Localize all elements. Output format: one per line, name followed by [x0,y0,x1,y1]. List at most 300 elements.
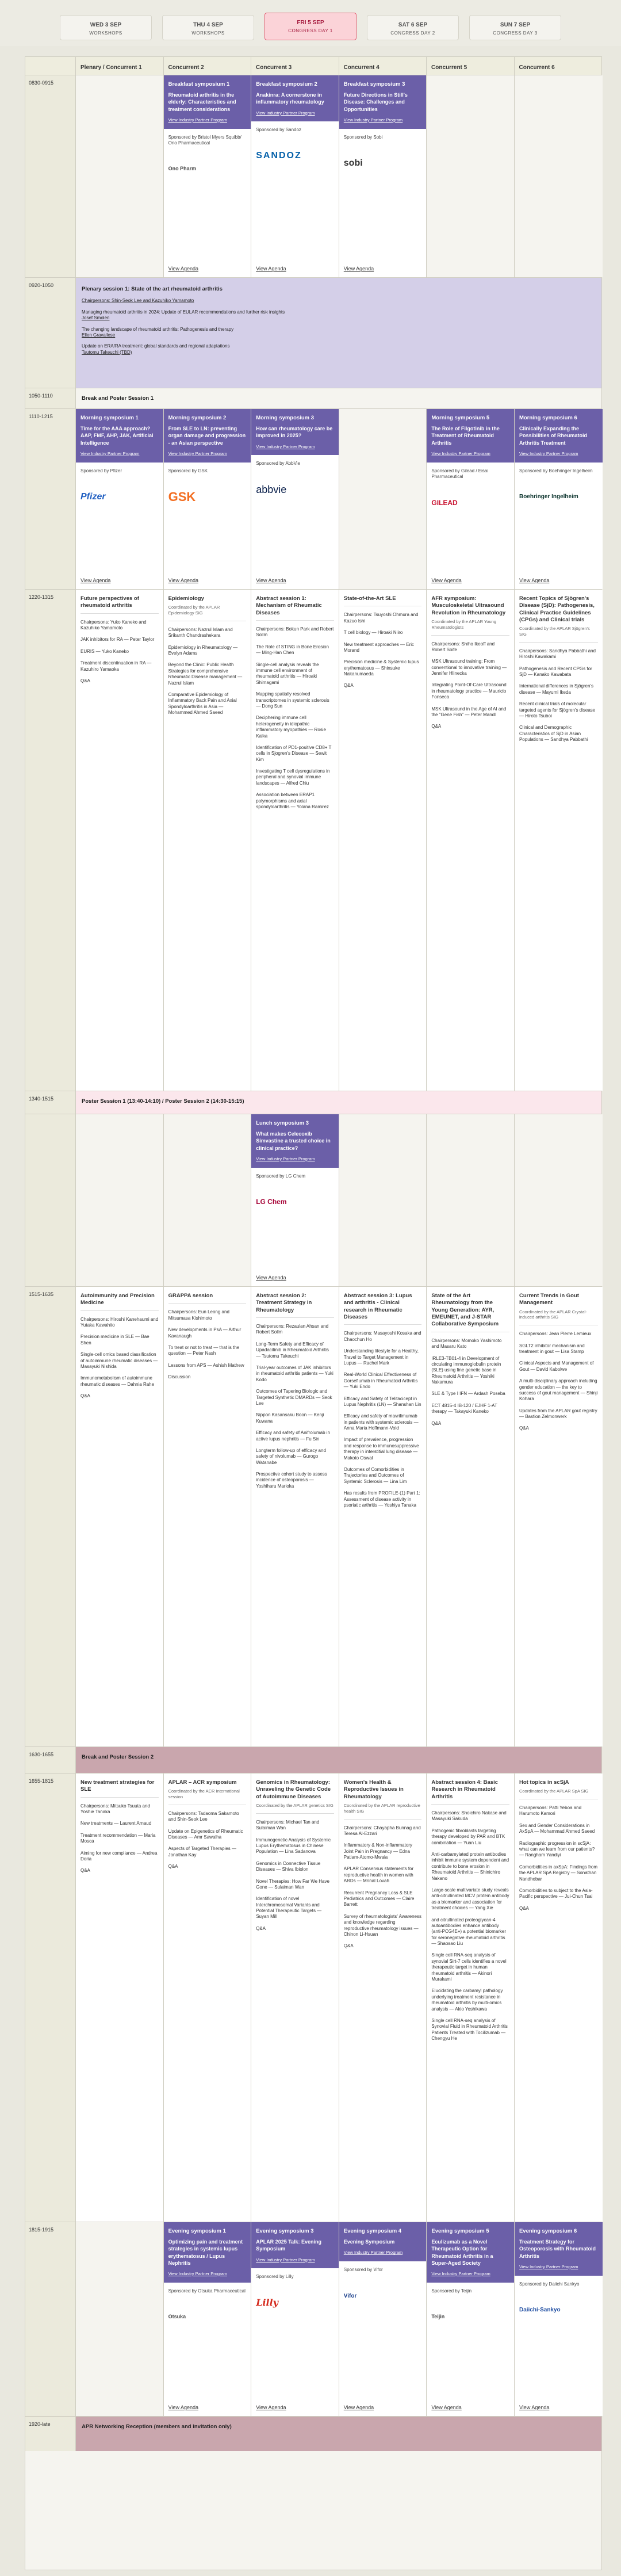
column-header: Concurrent 4 [339,57,427,75]
industry-program-link[interactable]: View Industry Partner Program [80,450,140,456]
sponsor-text: Sponsored by Otsuka Pharmaceutical [168,2288,246,2294]
talk-item: Epidemiology in Rheumatology — Evelyn Adams [168,644,238,656]
plenary-talk: The changing landscape of rheumatoid arthritis: Pathogenesis and therapy [82,326,234,332]
talk-item: Outcomes of Tapering Biologic and Targeted Synthetic DMARDs — Seok Lee [256,1389,332,1406]
session-chairs: Chairpersons: Hiroshi Kanehaumi and Yutaka Kawahito [80,1316,159,1328]
sponsor-text: Sponsored by LG Chem [256,1173,306,1179]
sponsor-logo: SANDOZ [256,151,302,161]
row-evening [25,2222,601,2417]
session-title: State of the Art Rheumatology from the Young Generation: AYR, EMEUNET, and J-STAR Collaborative Symposium [431,1293,499,1328]
view-agenda-link[interactable]: View Agenda [256,266,286,272]
symposium-header[interactable] [339,2222,427,2261]
view-agenda-link[interactable]: View Agenda [343,266,374,272]
talk-item: The Role of STING in Bone Erosion — Ming-Han Chen [256,644,329,656]
session-title: Future perspectives of rheumatoid arthritis [80,595,139,609]
row-break [25,388,601,409]
talk-item: Pathogenesis and Recent CPGs for SjD — Kanako Kawabata [519,666,592,678]
session-cell[interactable] [339,1774,427,2222]
session-cell[interactable] [251,590,339,1091]
industry-program-link[interactable]: View Industry Partner Program [343,2250,403,2256]
session-title: Abstract session 1: Mechanism of Rheumatic Diseases [256,595,322,616]
talk-item: Efficacy and Safety of Telitacicept in Lupus Nephritis (LN) — Shanshan Lin [343,1396,421,1407]
symposium-title: Future Directions in Still's Disease: Challenges and Opportunities [343,92,408,112]
session-subtitle: Coordinated by the APLAR Sjögren's SIG [519,626,590,637]
talk-item: ECT 4815-4 IB-120 / EJHF 1-AT therapy — Takayuki Kaneko [431,1402,497,1415]
breakfast-cell[interactable] [339,75,427,277]
talk-item: Real-World Clinical Effectiveness of Gorsefiumab in Rheumatoid Arthritis — Yuki Endo [343,1372,418,1390]
talk-item: Has results from PROFILE-(1) Part 1: Assessment of disease activity in psoriatic arthritis — Yoshiya Tanaka [343,1490,420,1508]
row-plenary [25,278,601,388]
talk-item: Nippon Kasansaku Boon — Kenji Kuwana [256,1412,324,1424]
symposium-header[interactable] [427,2222,514,2283]
divider [80,613,159,614]
day-tab-label: WED 3 SEP [90,22,122,28]
talk-item: Integrating Point-Of-Care Ultrasound in rheumatology practice — Mauricio Fonseca [431,682,507,700]
industry-program-link[interactable]: View Industry Partner Program [519,2264,578,2269]
plenary-talk: Managing rheumatoid arthritis in 2024: Update of EULAR recommendations and further risk insights [82,309,285,315]
day-tab-label: THU 4 SEP [193,22,223,28]
industry-program-link[interactable]: View Industry Partner Program [256,110,315,116]
symposium-title: APLAR 2025 Talk: Evening Symposium [256,2239,322,2252]
day-tab-sub: WORKSHOPS [89,30,122,36]
symposium-header[interactable] [427,409,514,463]
column-header: Concurrent 6 [519,64,555,71]
sponsor-logo: abbvie [256,484,287,496]
symposium-title: What makes Celecoxib Simvastine a trusted choice in clinical practice? [256,1131,331,1151]
talk-item: Sex and Gender Considerations in AxSpA — Mohammad Ahmed Saeed [519,1822,595,1834]
talk-item: Recent clinical trials of molecular targeted agents for Sjögren's disease — Hiroto Tsuboi [519,701,596,718]
grid-header [25,57,601,75]
sponsor-text: Sponsored by Vifor [343,2267,383,2273]
session-title: Hot topics in scSjA [519,1779,569,1786]
plenary-title: Plenary session 1: State of the art rheumatoid arthritis [82,286,223,292]
session-cell[interactable] [515,590,603,1091]
talk-item: Efficacy and safety of Anifrolumab in active lupus nephritis — Fu Sin [256,1430,330,1442]
reception-label: APR Networking Reception (members and invitation only) [76,2417,601,2451]
sponsor-logo: Lilly [256,2297,278,2309]
talk-item: Single-cell omics based classification of autoimmune rheumatic diseases — Masayuki Nishida [80,1352,158,1370]
poster-label: Poster Session 1 (13:40-14:10) / Poster Session 2 (14:30-15:15) [76,1091,601,1114]
session-chairs: Chairpersons: Nazrul Islam and Srikanth Chandrashekara [168,626,233,639]
talk-item: Survey of rheumatologists' Awareness and knowledge regarding reproductive rheumatology issues — Chinon Li-Hsuan [343,1913,422,1937]
talk-item: International differences in Sjögren's disease — Mayumi Ikeda [519,683,593,695]
talk-item: Treatment recommendation — Maria Mosca [80,1832,156,1844]
time-label: 1815-1915 [25,2222,76,2416]
talk-item: Q&A [80,678,90,684]
session-chairs: Chairpersons: Masayoshi Kosaka and Chaochun Ho [343,1331,421,1342]
sponsor-logo: LG Chem [256,1198,287,1206]
time-label: 1630-1655 [25,1747,76,1773]
view-agenda-link[interactable]: View Agenda [80,578,111,584]
session-chairs: Chairpersons: Yuko Kaneko and Kazuhiko Yamamoto [80,619,147,631]
symposium-title: Evening Symposium [343,2239,395,2245]
industry-program-link[interactable]: View Industry Partner Program [168,2271,227,2276]
empty-cell [515,75,603,277]
sponsor-logo: Boehringer Ingelheim [519,494,578,500]
view-agenda-link[interactable]: View Agenda [168,2405,198,2411]
talk-item: Precision medicine in SLE — Bae Shen [80,1334,150,1346]
symposium-title: The Role of Filgotinib in the Treatment of Rheumatoid Arthritis [431,426,500,446]
symposium-label: Evening symposium 1 [168,2228,226,2234]
row-lunch [25,1114,601,1287]
session-cell[interactable] [164,1287,252,1746]
talk-item: Longterm follow-up of efficacy and safety of nivolumab — Gurogo Watanabe [256,1447,326,1465]
breakfast-cell[interactable] [164,75,252,277]
talk-item: A multi-disciplinary approach including gender education — the key to success of gout management — Shinji Kohara [519,1378,598,1402]
talk-item: New developments in PsA — Arthur Kavanaugh [168,1327,241,1339]
divider [344,1324,422,1325]
talk-item: Impact of prevalence, progression and response to immunosuppressive therapy in interstitial lung disease — Makoto Oswal [343,1437,419,1461]
symposium-title: From SLE to LN: preventing organ damage and progression - an Asian perspective [168,426,246,446]
talk-item: IRLE3-TB01-4 in Development of circulating immunoglobulin protein (SLE) using fine genetic base in Rheumatoid Arthritis — Yoshiki Nakamura [431,1355,501,1385]
session-title: Epidemiology [168,595,204,602]
session-subtitle: Coordinated by the APLAR genetics SIG [256,1803,334,1809]
session-cell[interactable] [427,1774,515,2222]
sponsor-text: Sponsored by Bristol Myers Squibb/ Ono Pharmaceutical [168,134,241,146]
talk-item: Identification of novel Interchromosomal Variants and Potential Therapeutic Targets — Suyan Mill [256,1896,322,1920]
session-subtitle: Coordinated by the ACR International session [168,1788,240,1800]
session-title: State-of-the-Art SLE [343,595,396,602]
talk-item: Update on Epigenetics of Rheumatic Diseases — Amr Sawalha [168,1828,243,1840]
symposium-title: Time for the AAA approach? AAP, FMF, AHP, JAK, Artificial Intelligence [80,426,154,446]
talk-item: Understanding lifestyle for a Healthy, Travel to Target Management in Lupus — Rachel Mark [343,1348,419,1366]
session-title: New treatment strategies for SLE [80,1779,155,1793]
day-tab-label: SAT 6 SEP [398,22,428,28]
day-tab-label: SUN 7 SEP [500,22,531,28]
row-sessions-3 [25,1774,601,2222]
column-header: Plenary / Concurrent 1 [76,57,164,75]
divider [431,1804,509,1805]
symposium-cell[interactable] [251,409,339,589]
symposium-cell[interactable] [164,409,252,589]
empty-cell [515,1114,603,1286]
talk-item: and citrullinated proteoglycan-4 autoantibodies enhance antibody (anti-PCG4E+) a potential biomarker for seronegative rheumatoid arthritis — Shaosao Liu [431,1917,506,1947]
symposium-title: Treatment Strategy for Osteoporosis with Rheumatoid Arthritis [519,2239,596,2259]
talk-item: Pathogenic fibroblasts targeting therapy developed by PAR and BTK combination — Yuan Liu [431,1828,505,1845]
industry-program-link[interactable]: View Industry Partner Program [256,2257,315,2262]
program-grid [25,56,602,2570]
symposium-header[interactable] [251,75,339,121]
talk-item: To treat or not to treat — that is the question — Peter Nash [168,1344,240,1356]
talk-item: Novel Therapies: How Far We Have Gone — Sulaiman Wan [256,1878,329,1890]
session-cell[interactable] [76,1287,164,1746]
empty-cell [339,1114,427,1286]
industry-program-link[interactable]: View Industry Partner Program [431,2271,490,2276]
day-tab-sub: CONGRESS DAY 3 [493,30,538,36]
day-tab[interactable] [367,15,459,40]
session-chairs: Chairpersons: Chayapha Bunnag and Teresa Al-Ezzari [343,1825,421,1836]
sponsor-text: Sponsored by Lilly [256,2274,294,2280]
talk-item: Precision medicine & Systemic lupus erythematosus — Shinsuke Nakanumaeda [343,659,419,677]
session-cell[interactable] [339,1287,427,1746]
talk-item: T cell biology — Hiroaki Niiro [343,630,403,636]
session-chairs: Chairpersons: Shoichiro Nakase and Masayuki Sakuda [431,1810,507,1822]
session-cell[interactable] [251,1287,339,1746]
sponsor-logo: Daiichi-Sankyo [519,2307,561,2314]
symposium-header[interactable] [251,1114,339,1168]
symposium-cell[interactable] [339,2222,427,2416]
row-sessions-1 [25,590,601,1091]
plenary-chair: Chairpersons: Shin-Seok Lee and Kazuhiko Yamamoto [82,298,194,304]
talk-item: Elucidating the carbamyl pathology underlying treatment resistance in rheumatoid arthritis by multi-omics analysis — Akio Yoshikawa [431,1988,503,2012]
symposium-cell[interactable] [427,2222,515,2416]
symposium-header[interactable] [164,75,251,129]
symposium-header[interactable] [251,409,339,455]
symposium-cell[interactable] [164,2222,252,2416]
symposium-title: How can rheumatology care be improved in 2025? [256,426,333,439]
session-title: Recent Topics of Sjögren's Disease (SjD): Pathogenesis, Clinical Practice Guidelines (CPGs) and Clinical trials [519,595,595,624]
session-title: Autoimmunity and Precision Medicine [80,1293,155,1306]
talk-item: Mapping spatially resolved transcriptomes in systemic sclerosis — Dong Sun [256,691,329,709]
symposium-header[interactable] [339,75,427,129]
row-morning [25,409,601,590]
symposium-header[interactable] [251,2222,339,2268]
symposium-label: Evening symposium 3 [256,2228,314,2234]
industry-program-link[interactable]: View Industry Partner Program [519,450,578,456]
sponsor-text: Sponsored by Sandoz [256,127,301,133]
time-label: 1920-late [25,2417,76,2451]
industry-program-link[interactable]: View Industry Partner Program [256,444,315,449]
session-chairs: Chairpersons: Patti Yeboa and Harumoto Kamori [519,1805,582,1817]
symposium-header[interactable] [515,409,603,463]
divider [344,1819,422,1820]
lunch-cell[interactable] [251,1114,339,1286]
symposium-header[interactable] [515,2222,603,2276]
row-poster [25,1091,601,1114]
symposium-label: Evening symposium 5 [431,2228,489,2234]
talk-item: Clinical Aspects and Management of Gout — David Kabolwe [519,1360,594,1372]
symposium-cell[interactable] [515,409,603,589]
talk-item: Single cell RNA-seq analysis of synovial Sirt-7 cells identifies a novel therapeutic target in human rheumatoid arthritis — Akinori Murakami [431,1952,507,1982]
sponsor-logo: Pfizer [80,491,106,502]
day-tab-sub: WORKSHOPS [191,30,225,36]
session-subtitle: Coordinated by the APLAR Young Rheumatologists [431,619,496,630]
symposium-cell[interactable] [251,2222,339,2416]
row-break [25,1747,601,1774]
talk-item: Q&A [431,1420,442,1426]
session-title: Current Trends in Gout Management [519,1293,579,1306]
time-header [25,57,76,75]
day-tab-sub: CONGRESS DAY 2 [390,30,435,36]
sponsor-text: Sponsored by Pfizer [80,468,122,473]
session-cell[interactable] [515,1287,603,1746]
day-tab[interactable] [469,15,561,40]
symposium-title: Rheumatoid arthritis in the elderly: Characteristics and treatment considerations [168,92,236,112]
symposium-label: Breakfast symposium 2 [256,81,317,87]
view-agenda-link[interactable]: View Agenda [343,2405,374,2411]
divider [431,635,509,636]
talk-item: APLAR Consensus statements for reproductive health in women with ARDs — Mrinal Lovah [343,1866,414,1884]
talk-item: Large-scale multivariate study reveals anti-citrullinated MCV protein antibody as a biomarker and association for treatment choices — Yang Xie [431,1887,509,1911]
industry-program-link[interactable]: View Industry Partner Program [256,1156,315,1161]
session-cell[interactable] [515,1774,603,2222]
view-agenda-link[interactable]: View Agenda [256,2405,286,2411]
industry-program-link[interactable]: View Industry Partner Program [431,450,490,456]
session-cell[interactable] [76,1774,164,2222]
symposium-header[interactable] [164,409,251,463]
symposium-label: Morning symposium 1 [80,415,139,421]
view-agenda-link[interactable]: View Agenda [431,578,462,584]
talk-item: Recurrent Pregnancy Loss & SLE Pediatrics and Outcomes — Claire Barrett [343,1890,415,1908]
sponsor-logo: Vifor [343,2293,357,2300]
day-tab[interactable] [60,15,152,40]
symposium-header[interactable] [164,2222,251,2283]
break-label: Break and Poster Session 1 [76,388,601,408]
plenary-speaker[interactable]: Ellen Gravallese [82,332,116,338]
talk-item: MSK Ultrasound training: From conventional to innovative training — Jennifer Hlinecka [431,659,507,677]
session-title: GRAPPA session [168,1293,213,1299]
symposium-label: Evening symposium 6 [519,2228,577,2234]
sponsor-logo: Otsuka [168,2314,186,2320]
break-label: Break and Poster Session 2 [76,1747,601,1773]
industry-program-link[interactable]: View Industry Partner Program [168,450,227,456]
plenary-speaker[interactable]: Tsutomu Takeuchi (TBD) [82,349,132,355]
time-label: 1110-1215 [25,409,76,589]
talk-item: SLE & Type I IFN — Ardash Poseba [431,1391,505,1397]
sponsor-logo: GILEAD [431,498,458,507]
talk-item: Radiographic progression in scSjA: what can we learn from our patients? — Rangham Yandiyi [519,1840,595,1858]
symposium-label: Breakfast symposium 1 [168,81,230,87]
view-agenda-link[interactable]: View Agenda [168,266,198,272]
symposium-cell[interactable] [76,409,164,589]
talk-item: Clinical and Demographic Characteristics of SjD in Asian Populations — Sandhya Pabbathi [519,725,588,743]
session-chairs: Chairpersons: Tadaoma Sakamoto and Shin-Seok Lee [168,1810,239,1822]
session-chairs: Chairpersons: Tsuyoshi Ohmura and Kazuo Ishi [343,612,419,624]
talk-item: SGLT2 inhibitor mechanism and treatment in gout — Lisa Stamp [519,1343,585,1354]
session-title: Abstract session 4: Basic Research in Rheumatoid Arthritis [431,1779,499,1800]
session-cell[interactable] [427,1287,515,1746]
talk-item: Association between ERAP1 polymorphisms and axial spondyloarthritis — Yolana Ramirez [256,792,329,810]
talk-item: Q&A [519,1905,529,1911]
empty-cell [339,409,427,589]
talk-item: Discussion [168,1374,191,1380]
talk-item: Immunogenetic Analysis of Systemic Lupus Erythematosus in Chinese Population — Lina Sadanova [256,1837,331,1855]
session-cell[interactable] [427,590,515,1091]
session-subtitle: Coordinated by the APLAR Epidemiology SIG [168,605,220,616]
talk-item: Identification of PD1-positive CD8+ T cells in Sjogren's Disease — Sewit Kim [256,744,332,762]
column-header: Concurrent 5 [427,57,515,75]
talk-item: Comparative Epidemiology of Inflammatory Back Pain and Axial Spondyloarthritis in Asia — Mohammed Ahmed Saeed [168,691,237,716]
session-title: Abstract session 2: Treatment Strategy in Rheumatology [256,1293,312,1313]
symposium-title: Anakinra: A cornerstone in inflammatory rheumatology [256,92,324,105]
view-agenda-link[interactable]: View Agenda [519,2405,550,2411]
day-tab[interactable] [162,15,254,40]
row-breakfast [25,75,601,278]
plenary-speaker[interactable]: Josef Smolen [82,315,110,321]
talk-item: New treatment approaches — Eric Morand [343,641,415,653]
row-reception [25,2417,601,2451]
sponsor-logo: Ono Pharm [168,166,197,172]
session-chairs: Chairpersons: Mitsuko Tsuuta and Yoshie Tanaka [80,1803,150,1815]
symposium-label: Lunch symposium 3 [256,1120,309,1126]
symposium-label: Morning symposium 5 [431,415,490,421]
breakfast-cell[interactable] [251,75,339,277]
time-label: 0830-0915 [25,75,76,277]
industry-program-link[interactable]: View Industry Partner Program [168,117,227,123]
session-cell[interactable] [76,590,164,1091]
day-tab[interactable] [264,13,356,40]
session-subtitle: Coordinated by the APLAR Crystal-induced arthritis SIG [519,1309,587,1320]
plenary-session[interactable] [76,278,601,388]
session-cell[interactable] [164,1774,252,2222]
empty-cell [76,75,164,277]
symposium-header[interactable] [76,409,163,463]
symposium-label: Breakfast symposium 3 [343,81,405,87]
divider [80,1797,159,1798]
symposium-label: Morning symposium 3 [256,415,315,421]
divider [256,1813,334,1814]
divider [168,1303,247,1304]
divider [519,642,598,643]
symposium-title: Eculizumab as a Novel Therapeutic Option for Rheumatoid Arthritis in a Super-Aged Society [431,2239,493,2266]
session-cell[interactable] [339,590,427,1091]
time-label: 0920-1050 [25,278,76,388]
symposium-cell[interactable] [515,2222,603,2416]
view-agenda-link[interactable]: View Agenda [256,578,286,584]
session-chairs: Chairpersons: Shiho Ikeoff and Robert Soife [431,641,495,652]
sponsor-text: Sponsored by Daiichi Sankyo [519,2281,580,2287]
time-label: 1515-1635 [25,1287,76,1746]
session-chairs: Chairpersons: Rezaulan Ahsan and Robert Sollm [256,1324,329,1335]
symposium-label: Evening symposium 4 [343,2228,402,2234]
talk-item: Single-cell analysis reveals the immune cell environment of rheumatoid arthritis — Hiroaki Shimagami [256,662,319,685]
view-agenda-link[interactable]: View Agenda [168,578,198,584]
talk-item: Aspects of Targeted Therapies — Jonathan Kay [168,1846,237,1858]
talk-item: Q&A [519,1425,529,1431]
view-agenda-link[interactable]: View Agenda [256,1275,286,1281]
session-cell[interactable] [164,590,252,1091]
talk-item: Outcomes of Comorbidities in Trajectories and Outcomes of Systemic Sclerosis — Lina Lim [343,1467,407,1484]
column-header: Concurrent 2 [164,57,252,75]
session-chairs: Chairpersons: Eun Leong and Mitsumasa Kishimoto [168,1309,229,1321]
talk-item: MSK Ultrasound in the Age of AI and the "Gene Fish" — Peter Mandl [431,706,507,718]
symposium-cell[interactable] [427,409,515,589]
session-subtitle: Coordinated by the APLAR SpA SIG [519,1788,589,1794]
row-sessions-2 [25,1287,601,1747]
session-cell[interactable] [251,1774,339,2222]
talk-item: Lessons from APS — Ashish Mathew [168,1362,244,1368]
industry-program-link[interactable]: View Industry Partner Program [343,117,403,123]
divider [256,1317,334,1318]
session-subtitle: Coordinated by the APLAR reproductive health SIG [343,1803,420,1814]
session-chairs: Chairpersons: Sandhya Pabbathi and Hiroshi Kawakami [519,648,596,660]
session-chairs: Chairpersons: Bokun Park and Robert Sollm [256,626,334,638]
time-label: 1655-1815 [25,1774,76,2222]
talk-item: Inflammatory & Non-inflammatory Joint Pain in Pregnancy — Edna Patiam-Atomo-Mwaia [343,1843,412,1860]
empty-cell [164,1114,252,1286]
symposium-title: Optimizing pain and treatment strategies in systemic lupus erythematosus / Lupus Nephritis [168,2239,243,2266]
talk-item: Deciphering immune cell heterogeneity in idiopathic inflammatory myopathies — Rosie Kalka [256,715,327,739]
sponsor-text: Sponsored by Teijin [431,2288,472,2294]
talk-item: Comorbidities in axSpA: Findings from the APLAR SpA Registry — Sonathan Nandhobar [519,1864,598,1882]
symposium-label: Morning symposium 2 [168,415,227,421]
session-chairs: Chairpersons: Momoko Yashimoto and Masaru Kato [431,1337,502,1350]
day-tab-label: FRI 5 SEP [297,20,324,26]
session-chairs: Chairpersons: Jean Pierre Lemieux [519,1331,592,1337]
symposium-title: Clinically Expanding the Possibilities of Rheumatoid Arthritis Treatment [519,426,587,446]
session-title: Genomics in Rheumatology: Unraveling the Genetic Code of Autoimmune Diseases [256,1779,331,1800]
empty-cell [427,75,515,277]
talk-item: Long-Term Safety and Efficacy of Upadacitinib in Rheumatoid Arthritis — Tsutomu Takeuchi [256,1341,329,1359]
sponsor-text: Sponsored by GSK [168,468,208,473]
talk-item: Q&A [431,724,442,729]
view-agenda-link[interactable]: View Agenda [519,578,550,584]
divider [80,1310,159,1311]
sponsor-text: Sponsored by Sobi [343,134,383,140]
talk-item: Immunometabolism of autoimmune rheumatic diseases — Dahnia Rahe [80,1375,155,1387]
view-agenda-link[interactable]: View Agenda [431,2405,462,2411]
talk-item: Treatment discontinuation in RA — Kazuhiro Yamaoka [80,660,152,672]
